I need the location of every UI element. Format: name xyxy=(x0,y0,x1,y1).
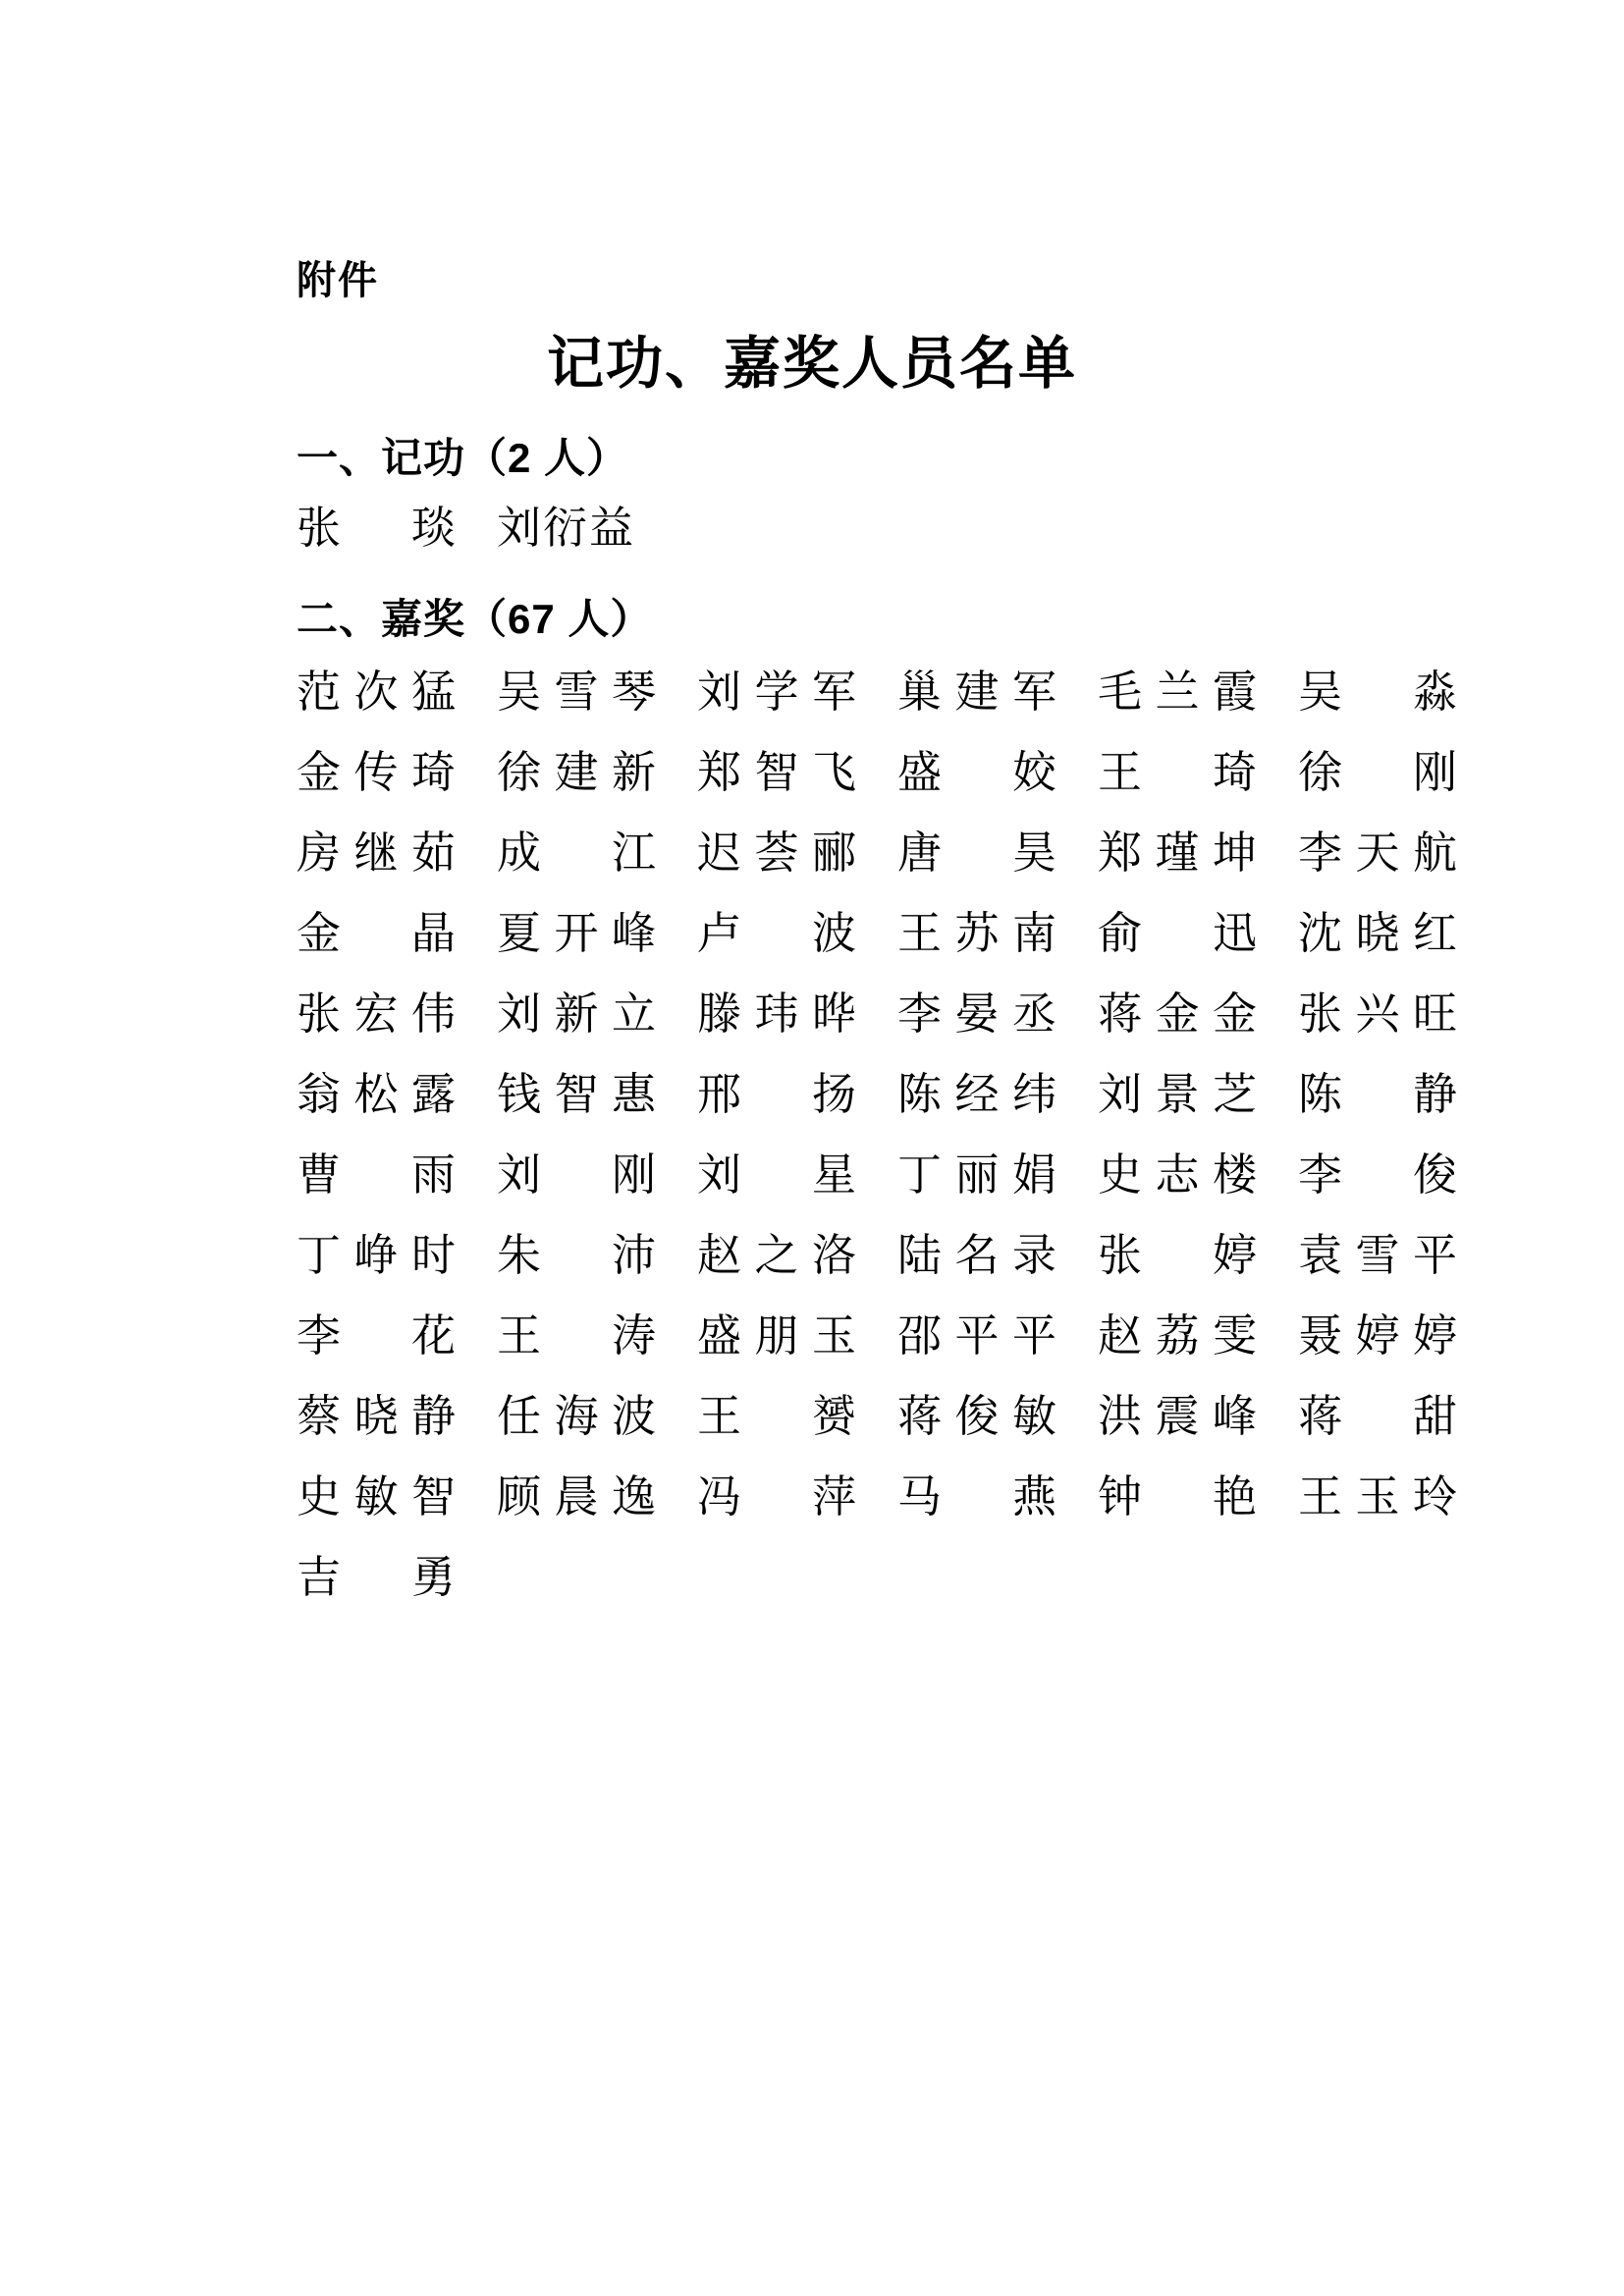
person-name: 吴 淼 xyxy=(1298,667,1457,717)
person-name: 金 传 琦 xyxy=(297,747,456,797)
person-name: 史 敏 智 xyxy=(297,1471,456,1522)
person-name: 郑 瑾 坤 xyxy=(1098,828,1257,878)
merit-section-heading: 一、记功（2 人） xyxy=(297,435,629,481)
person-name: 蔡 晓 静 xyxy=(297,1391,456,1441)
person-name: 迟 荟 郦 xyxy=(697,828,856,878)
person-name: 顾 晨 逸 xyxy=(497,1471,656,1522)
person-name: 李 天 航 xyxy=(1298,828,1457,878)
person-name: 赵 之 洛 xyxy=(697,1230,856,1280)
person-name: 邢 扬 xyxy=(697,1069,856,1119)
person-name: 俞 迅 xyxy=(1098,908,1257,958)
person-name: 王 涛 xyxy=(497,1310,656,1361)
person-name: 邵 平 平 xyxy=(897,1310,1056,1361)
person-name: 陈 经 纬 xyxy=(897,1069,1056,1119)
person-name: 李 花 xyxy=(297,1310,456,1361)
person-name: 夏 开 峰 xyxy=(497,908,656,958)
person-name: 范 次 猛 xyxy=(297,667,456,717)
person-name: 聂 婷 婷 xyxy=(1298,1310,1457,1361)
person-name: 成 江 xyxy=(497,828,656,878)
person-name: 洪 震 峰 xyxy=(1098,1391,1257,1441)
person-name: 吉 勇 xyxy=(297,1552,456,1602)
person-name: 李 俊 xyxy=(1298,1149,1457,1200)
person-name: 袁 雪 平 xyxy=(1298,1230,1457,1280)
person-name: 马 燕 xyxy=(897,1471,1056,1522)
person-name: 史 志 楼 xyxy=(1098,1149,1257,1200)
person-name: 张 婷 xyxy=(1098,1230,1257,1280)
person-name: 朱 沛 xyxy=(497,1230,656,1280)
person-name: 蒋 金 金 xyxy=(1098,988,1257,1039)
person-name: 赵 荔 雯 xyxy=(1098,1310,1257,1361)
person-name: 刘 星 xyxy=(697,1149,856,1200)
person-name: 刘 学 军 xyxy=(697,667,856,717)
person-name: 蒋 甜 xyxy=(1298,1391,1457,1441)
person-name: 滕 玮 晔 xyxy=(697,988,856,1039)
person-name: 巢 建 军 xyxy=(897,667,1056,717)
person-name: 王 赟 xyxy=(697,1391,856,1441)
person-name: 盛 朋 玉 xyxy=(697,1310,856,1361)
person-name: 沈 晓 红 xyxy=(1298,908,1457,958)
commendation-section-heading: 二、嘉奖（67 人） xyxy=(297,596,653,642)
person-name: 翁 松 露 xyxy=(297,1069,456,1119)
commendation-name-grid xyxy=(297,652,1498,1618)
person-name: 刘 景 芝 xyxy=(1098,1069,1257,1119)
person-name: 张 琰 xyxy=(297,504,456,553)
person-name: 丁 峥 时 xyxy=(297,1230,456,1280)
person-name: 郑 智 飞 xyxy=(697,747,856,797)
person-name: 王 苏 南 xyxy=(897,908,1056,958)
person-name: 卢 波 xyxy=(697,908,856,958)
person-name: 曹 雨 xyxy=(297,1149,456,1200)
person-name: 毛 兰 霞 xyxy=(1098,667,1257,717)
document-title: 记功、嘉奖人员名单 xyxy=(546,332,1077,396)
person-name: 刘 衍 益 xyxy=(497,504,634,553)
person-name: 刘 新 立 xyxy=(497,988,656,1039)
person-name: 张 兴 旺 xyxy=(1298,988,1457,1039)
person-name: 金 晶 xyxy=(297,908,456,958)
person-name: 蒋 俊 敏 xyxy=(897,1391,1056,1441)
person-name: 陆 名 录 xyxy=(897,1230,1056,1280)
person-name: 刘 刚 xyxy=(497,1149,656,1200)
person-name: 王 玉 玲 xyxy=(1298,1471,1457,1522)
attachment-label: 附件 xyxy=(297,259,379,302)
person-name: 钱 智 惠 xyxy=(497,1069,656,1119)
person-name: 房 继 茹 xyxy=(297,828,456,878)
person-name: 陈 静 xyxy=(1298,1069,1457,1119)
merit-name-row xyxy=(297,504,1498,553)
person-name: 丁 丽 娟 xyxy=(897,1149,1056,1200)
person-name: 张 宏 伟 xyxy=(297,988,456,1039)
person-name: 李 晏 丞 xyxy=(897,988,1056,1039)
person-name: 任 海 波 xyxy=(497,1391,656,1441)
person-name: 吴 雪 琴 xyxy=(497,667,656,717)
person-name: 冯 萍 xyxy=(697,1471,856,1522)
person-name: 徐 建 新 xyxy=(497,747,656,797)
person-name: 王 琦 xyxy=(1098,747,1257,797)
person-name: 钟 艳 xyxy=(1098,1471,1257,1522)
person-name: 盛 姣 xyxy=(897,747,1056,797)
person-name: 唐 昊 xyxy=(897,828,1056,878)
person-name: 徐 刚 xyxy=(1298,747,1457,797)
